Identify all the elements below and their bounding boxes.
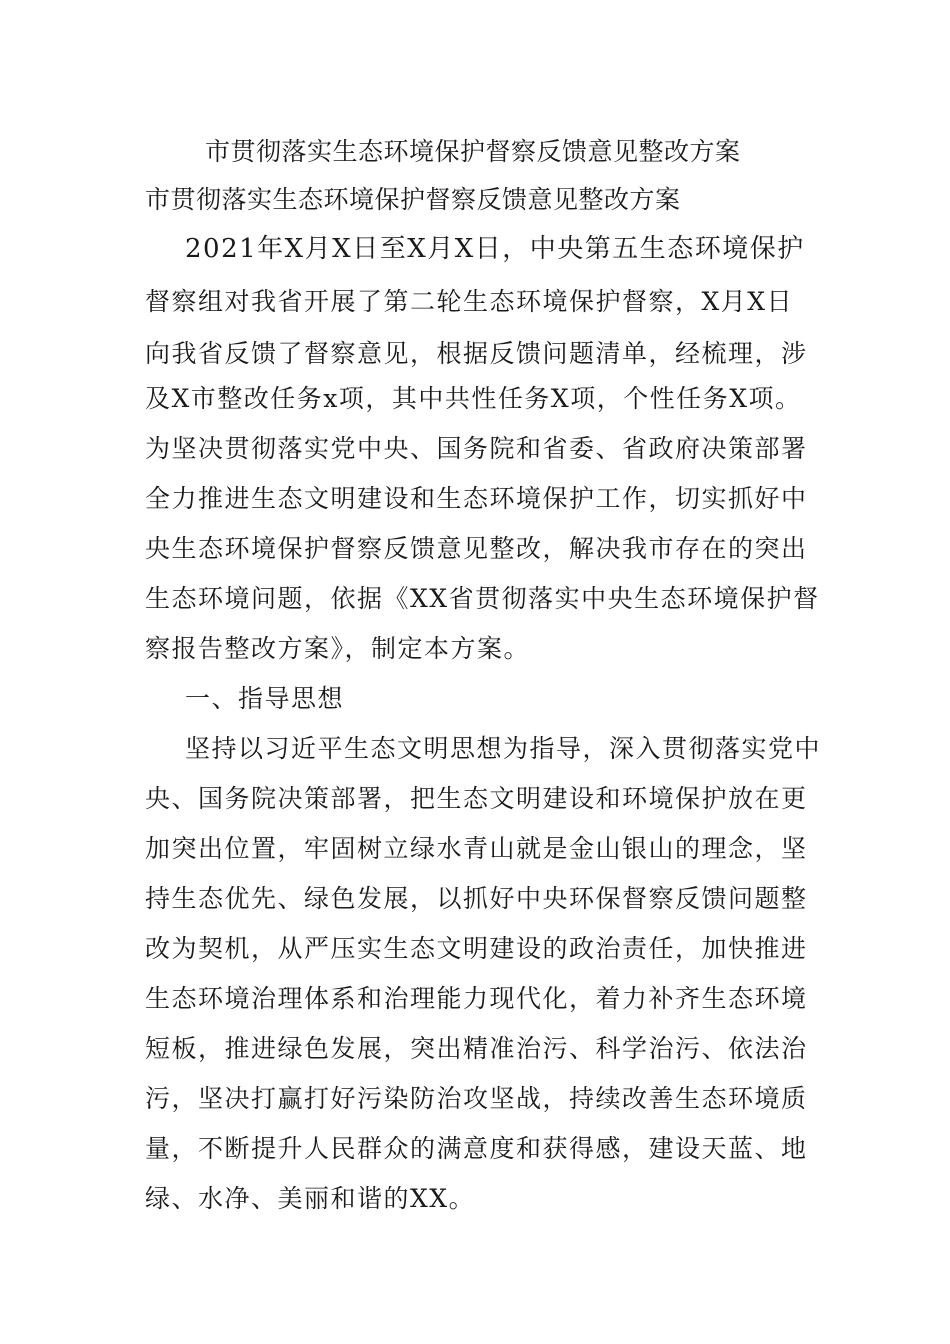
body-line: 生态环境治理体系和治理能力现代化，着力补齐生态环境 (145, 984, 808, 1013)
intro-line: 向我省反馈了督察意见，根据反馈问题清单，经梳理，涉 (145, 339, 808, 368)
body-line: 持生态优先、绿色发展，以抓好中央环保督察反馈问题整 (145, 884, 808, 913)
body-line: 加突出位置，牢固树立绿水青山就是金山银山的理念，坚 (145, 834, 808, 863)
document-title: 市贯彻落实生态环境保护督察反馈意见整改方案 (205, 137, 741, 166)
body-line: 央、国务院决策部署，把生态文明建设和环境保护放在更 (145, 784, 808, 813)
body-line: 短板，推进绿色发展，突出精准治污、科学治污、依法治 (145, 1034, 808, 1063)
intro-line: 察报告整改方案》，制定本方案。 (145, 634, 531, 663)
intro-line: 全力推进生态文明建设和生态环境保护工作，切实抓好中 (145, 484, 808, 513)
intro-line: 生态环境问题，依据《XX省贯彻落实中央生态环境保护督 (145, 584, 820, 613)
intro-line: 督察组对我省开展了第二轮生态环境保护督察，X月X日 (145, 287, 794, 316)
intro-line: 央生态环境保护督察反馈意见整改，解决我市存在的突出 (145, 534, 808, 563)
document-subtitle: 市贯彻落实生态环境保护督察反馈意见整改方案 (145, 185, 681, 214)
body-line: 污，坚决打赢打好污染防治攻坚战，持续改善生态环境质 (145, 1084, 808, 1113)
intro-line: 及X市整改任务x项，其中共性任务X项，个性任务X项。 (145, 384, 802, 413)
body-line: 坚持以习近平生态文明思想为指导，深入贯彻落实党中 (185, 734, 822, 763)
intro-line: 为坚决贯彻落实党中央、国务院和省委、省政府决策部署 (145, 434, 808, 463)
intro-line: 2021年X月X日至X月X日，中央第五生态环境保护 (185, 234, 805, 264)
section-heading: 一、指导思想 (185, 684, 345, 713)
body-line: 量，不断提升人民群众的满意度和获得感，建设天蓝、地 (145, 1134, 808, 1163)
body-line: 改为契机，从严压实生态文明建设的政治责任，加快推进 (145, 934, 808, 963)
body-line: 绿、水净、美丽和谐的XX。 (145, 1184, 476, 1213)
